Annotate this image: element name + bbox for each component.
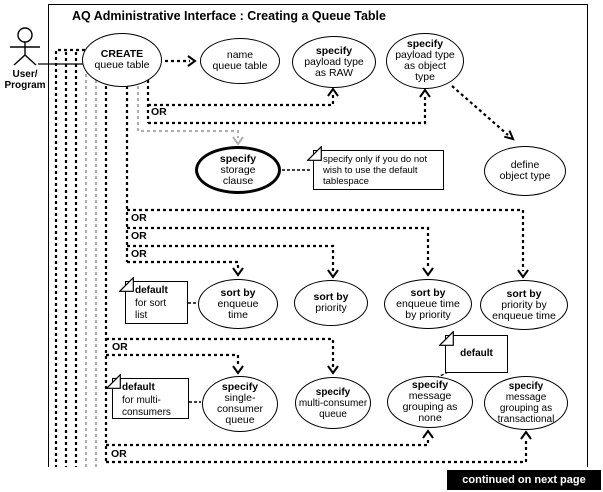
or-label-sort-3: OR [131,248,147,260]
note-fold-icon [439,331,454,346]
node-create-queue-table: CREATE queue table [82,33,162,87]
or-label-grouping: OR [111,448,127,460]
branch-grouping-transactional [106,439,526,462]
node-sort-priority: sort by priority [294,280,368,326]
user-actor-icon [10,28,83,65]
note-consumer-default: default for multi- consumers [112,378,189,419]
node-multi-consumer-queue: specify multi-consumer queue [295,377,371,429]
branch-payload-object [148,94,425,123]
node-sort-enqueue-time: sort by enqueue time [198,279,278,329]
branch-sort-enqueue-priority [127,228,428,269]
node-grouping-transactional: specify message grouping as transactional [484,376,568,430]
node-grouping-none: specify message grouping as none [387,376,473,428]
node-storage-clause: specify storage clause [195,146,281,194]
node-name-queue-table: name queue table [200,38,280,84]
branch-sort-priority-enqueue [127,210,523,271]
object-to-define-line [452,86,508,135]
note-sort-default: default for sort list [125,281,188,324]
node-single-consumer-queue: specify single- consumer queue [202,376,278,432]
node-sort-priority-by-enqueue: sort by priority by enqueue time [480,280,568,330]
actor-label: User/ Program [4,69,46,91]
node-sort-enqueue-by-priority: sort by enqueue time by priority [384,279,472,329]
branch-single-consumer [106,355,238,367]
branch-payload-raw [148,93,333,105]
node-define-object-type: define object type [484,146,566,196]
or-label-sort-2: OR [131,230,147,242]
page-title: AQ Administrative Interface : Creating a Queue Table [72,9,386,23]
node-payload-raw: specify payload type as RAW [292,36,376,88]
branch-sort-enqueue [127,262,238,269]
note-storage: specify only if you do not wish to use the default tablespace [313,150,444,190]
or-label-consumer: OR [112,341,128,353]
branch-multi-consumer [106,339,333,367]
storage-arrowhead [233,137,243,144]
note-fold-icon [106,374,121,389]
note-fold-icon [307,146,322,161]
note-fold-icon [119,277,134,292]
or-label-payload: OR [151,106,167,118]
continued-on-next-page-banner: continued on next page [447,470,601,490]
branch-sort-priority [127,246,333,271]
or-label-sort-1: OR [131,212,147,224]
branch-grouping-none [106,438,428,445]
note-grouping-default: default [445,335,508,373]
node-payload-object: specify payload type as object type [386,33,464,89]
